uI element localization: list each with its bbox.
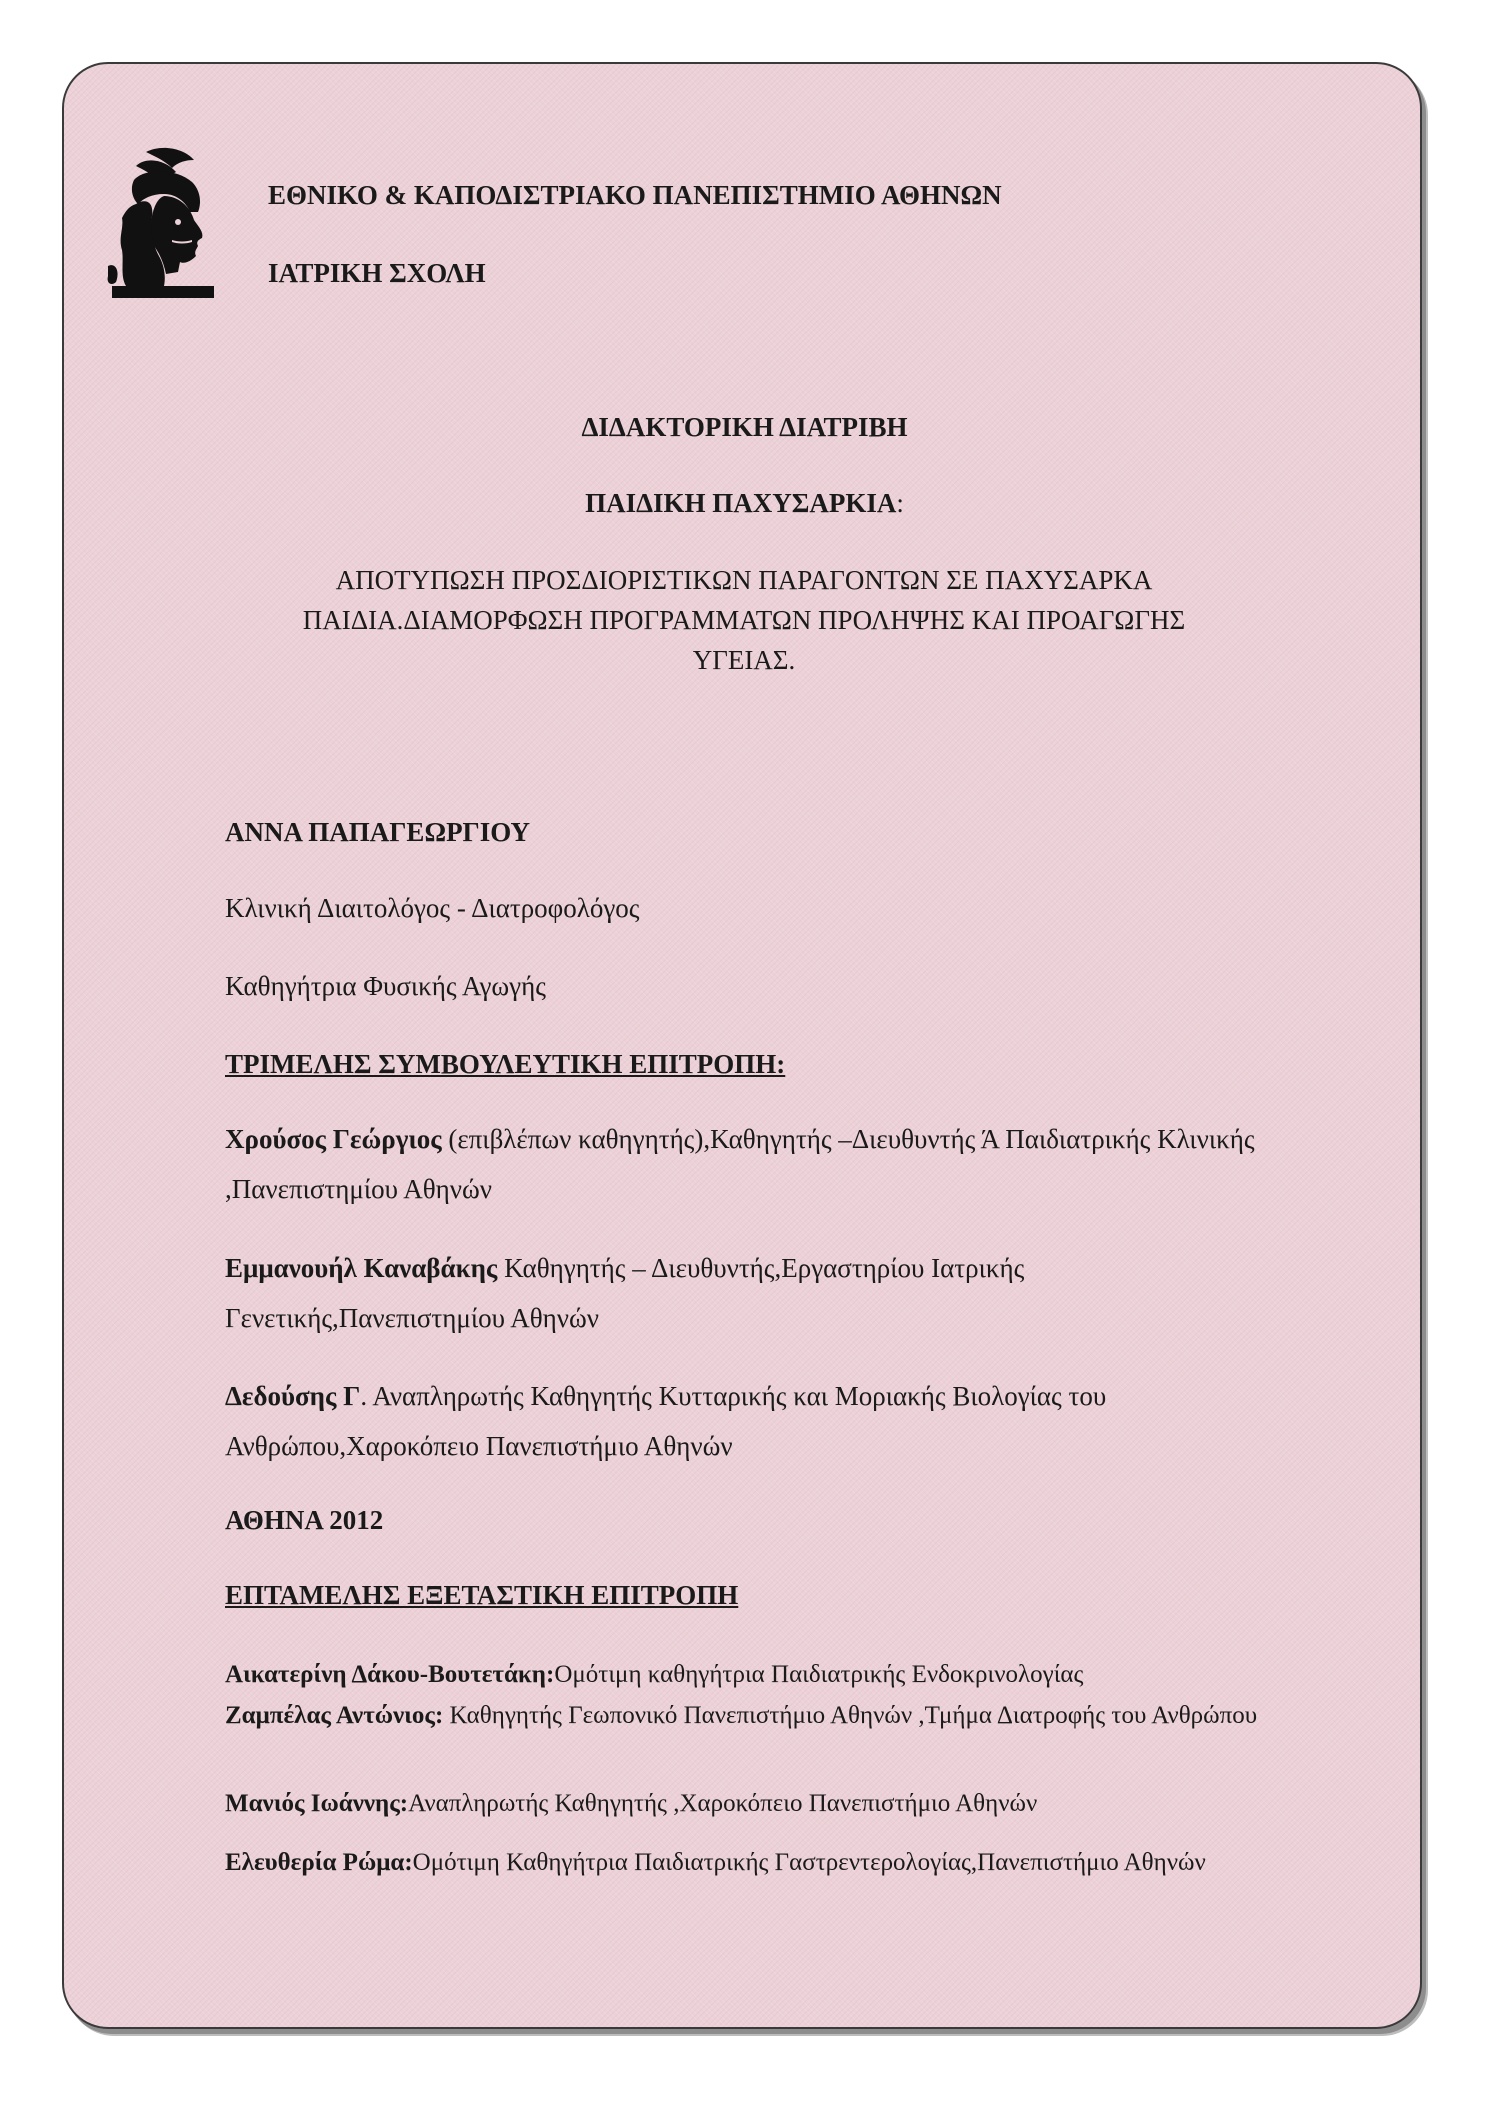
member-description: Καθηγητής – Διευθυντής,Εργαστηρίου Ιατρικής Γενετικής,Πανεπιστημίου Αθηνών <box>225 1253 1025 1333</box>
subtitle-line: ΠΑΙΔΙΑ.ΔΙΑΜΟΡΦΩΣΗ ΠΡΟΓΡΑΜΜΑΤΩΝ ΠΡΟΛΗΨΗΣ ΚΑΙ ΠΡΟΑΓΩΓΗΣ <box>302 605 1186 635</box>
member-description: (επιβλέπων καθηγητής),Καθηγητής –Διευθυντής Ά Παιδιατρικής Κλινικής ,Πανεπιστημίου Αθηνών <box>225 1124 1255 1204</box>
advisory-member <box>225 1371 1270 1471</box>
member-description: Καθηγητής Γεωπονικό Πανεπιστήμιο Αθηνών ,Τμήμα Διατροφής του Ανθρώπου <box>443 1702 1258 1729</box>
examination-member <box>225 1848 1270 1878</box>
document-title <box>0 488 1489 519</box>
member-name: Ελευθερία Ρώμα: <box>225 1849 413 1876</box>
document-type: ΔΙΔΑΚΤΟΡΙΚΗ ΔΙΑΤΡΙΒΗ <box>581 412 908 442</box>
member-description: Ομότιμη Καθηγήτρια Παιδιατρικής Γαστρεντερολογίας,Πανεπιστήμιο Αθηνών <box>412 1849 1206 1876</box>
author-name: ΑΝΝΑ ΠΑΠΑΓΕΩΡΓΙΟΥ <box>225 817 531 847</box>
examination-member <box>225 1789 1270 1819</box>
school-name: ΙΑΤΡΙΚΗ ΣΧΟΛΗ <box>268 258 486 288</box>
subtitle-line: ΑΠΟΤΥΠΩΣΗ ΠΡΟΣΔΙΟΡΙΣΤΙΚΩΝ ΠΑΡΑΓΟΝΤΩΝ ΣΕ ΠΑΧΥΣΑΡΚΑ <box>335 565 1153 595</box>
page-frame <box>62 62 1422 2029</box>
member-name: Δεδούσης Γ <box>225 1381 361 1411</box>
advisory-member <box>225 1114 1270 1214</box>
place-year: ΑΘΗΝΑ 2012 <box>225 1505 384 1535</box>
document-subtitle <box>244 560 1244 680</box>
member-name: Αικατερίνη Δάκου-Βουτετάκη: <box>225 1661 555 1688</box>
author-role: Καθηγήτρια Φυσικής Αγωγής <box>225 971 546 1001</box>
member-name: Μανιός Ιωάννης: <box>225 1790 409 1817</box>
examination-committee-heading: ΕΠΤΑΜΕΛΗΣ ΕΞΕΤΑΣΤΙΚΗ ΕΠΙΤΡΟΠΗ <box>225 1580 739 1610</box>
document-title-suffix: : <box>896 488 904 518</box>
member-description: Ομότιμη καθηγήτρια Παιδιατρικής Ενδοκρινολογίας <box>554 1661 1084 1688</box>
subtitle-line: ΥΓΕΙΑΣ. <box>692 645 796 675</box>
document-title-text: ΠΑΙΔΙΚΗ ΠΑΧΥΣΑΡΚΙΑ <box>585 488 897 518</box>
examination-member <box>225 1701 1270 1731</box>
member-name: Εμμανουήλ Καναβάκης <box>225 1253 498 1283</box>
author-role: Κλινική Διαιτολόγος - Διατροφολόγος <box>225 893 640 923</box>
member-name: Ζαμπέλας Αντώνιος: <box>225 1702 444 1729</box>
university-name: ΕΘΝΙΚΟ & ΚΑΠΟΔΙΣΤΡΙΑΚΟ ΠΑΝΕΠΙΣΤΗΜΙΟ ΑΘΗΝΩΝ <box>268 180 1002 210</box>
member-description: Αναπληρωτής Καθηγητής ,Χαροκόπειο Πανεπιστήμιο Αθηνών <box>408 1790 1038 1817</box>
advisory-member <box>225 1243 1270 1343</box>
advisory-committee-heading: ΤΡΙΜΕΛΗΣ ΣΥΜΒΟΥΛΕΥΤΙΚΗ ΕΠΙΤΡΟΠΗ: <box>225 1049 786 1079</box>
member-description: . Αναπληρωτής Καθηγητής Κυτταρικής και Μοριακής Βιολογίας του Ανθρώπου,Χαροκόπειο Πανεπιστήμιο Αθηνών <box>225 1381 1107 1461</box>
athena-head-emblem-icon <box>106 146 226 298</box>
examination-member <box>225 1660 1270 1690</box>
member-name: Χρούσος Γεώργιος <box>225 1124 442 1154</box>
